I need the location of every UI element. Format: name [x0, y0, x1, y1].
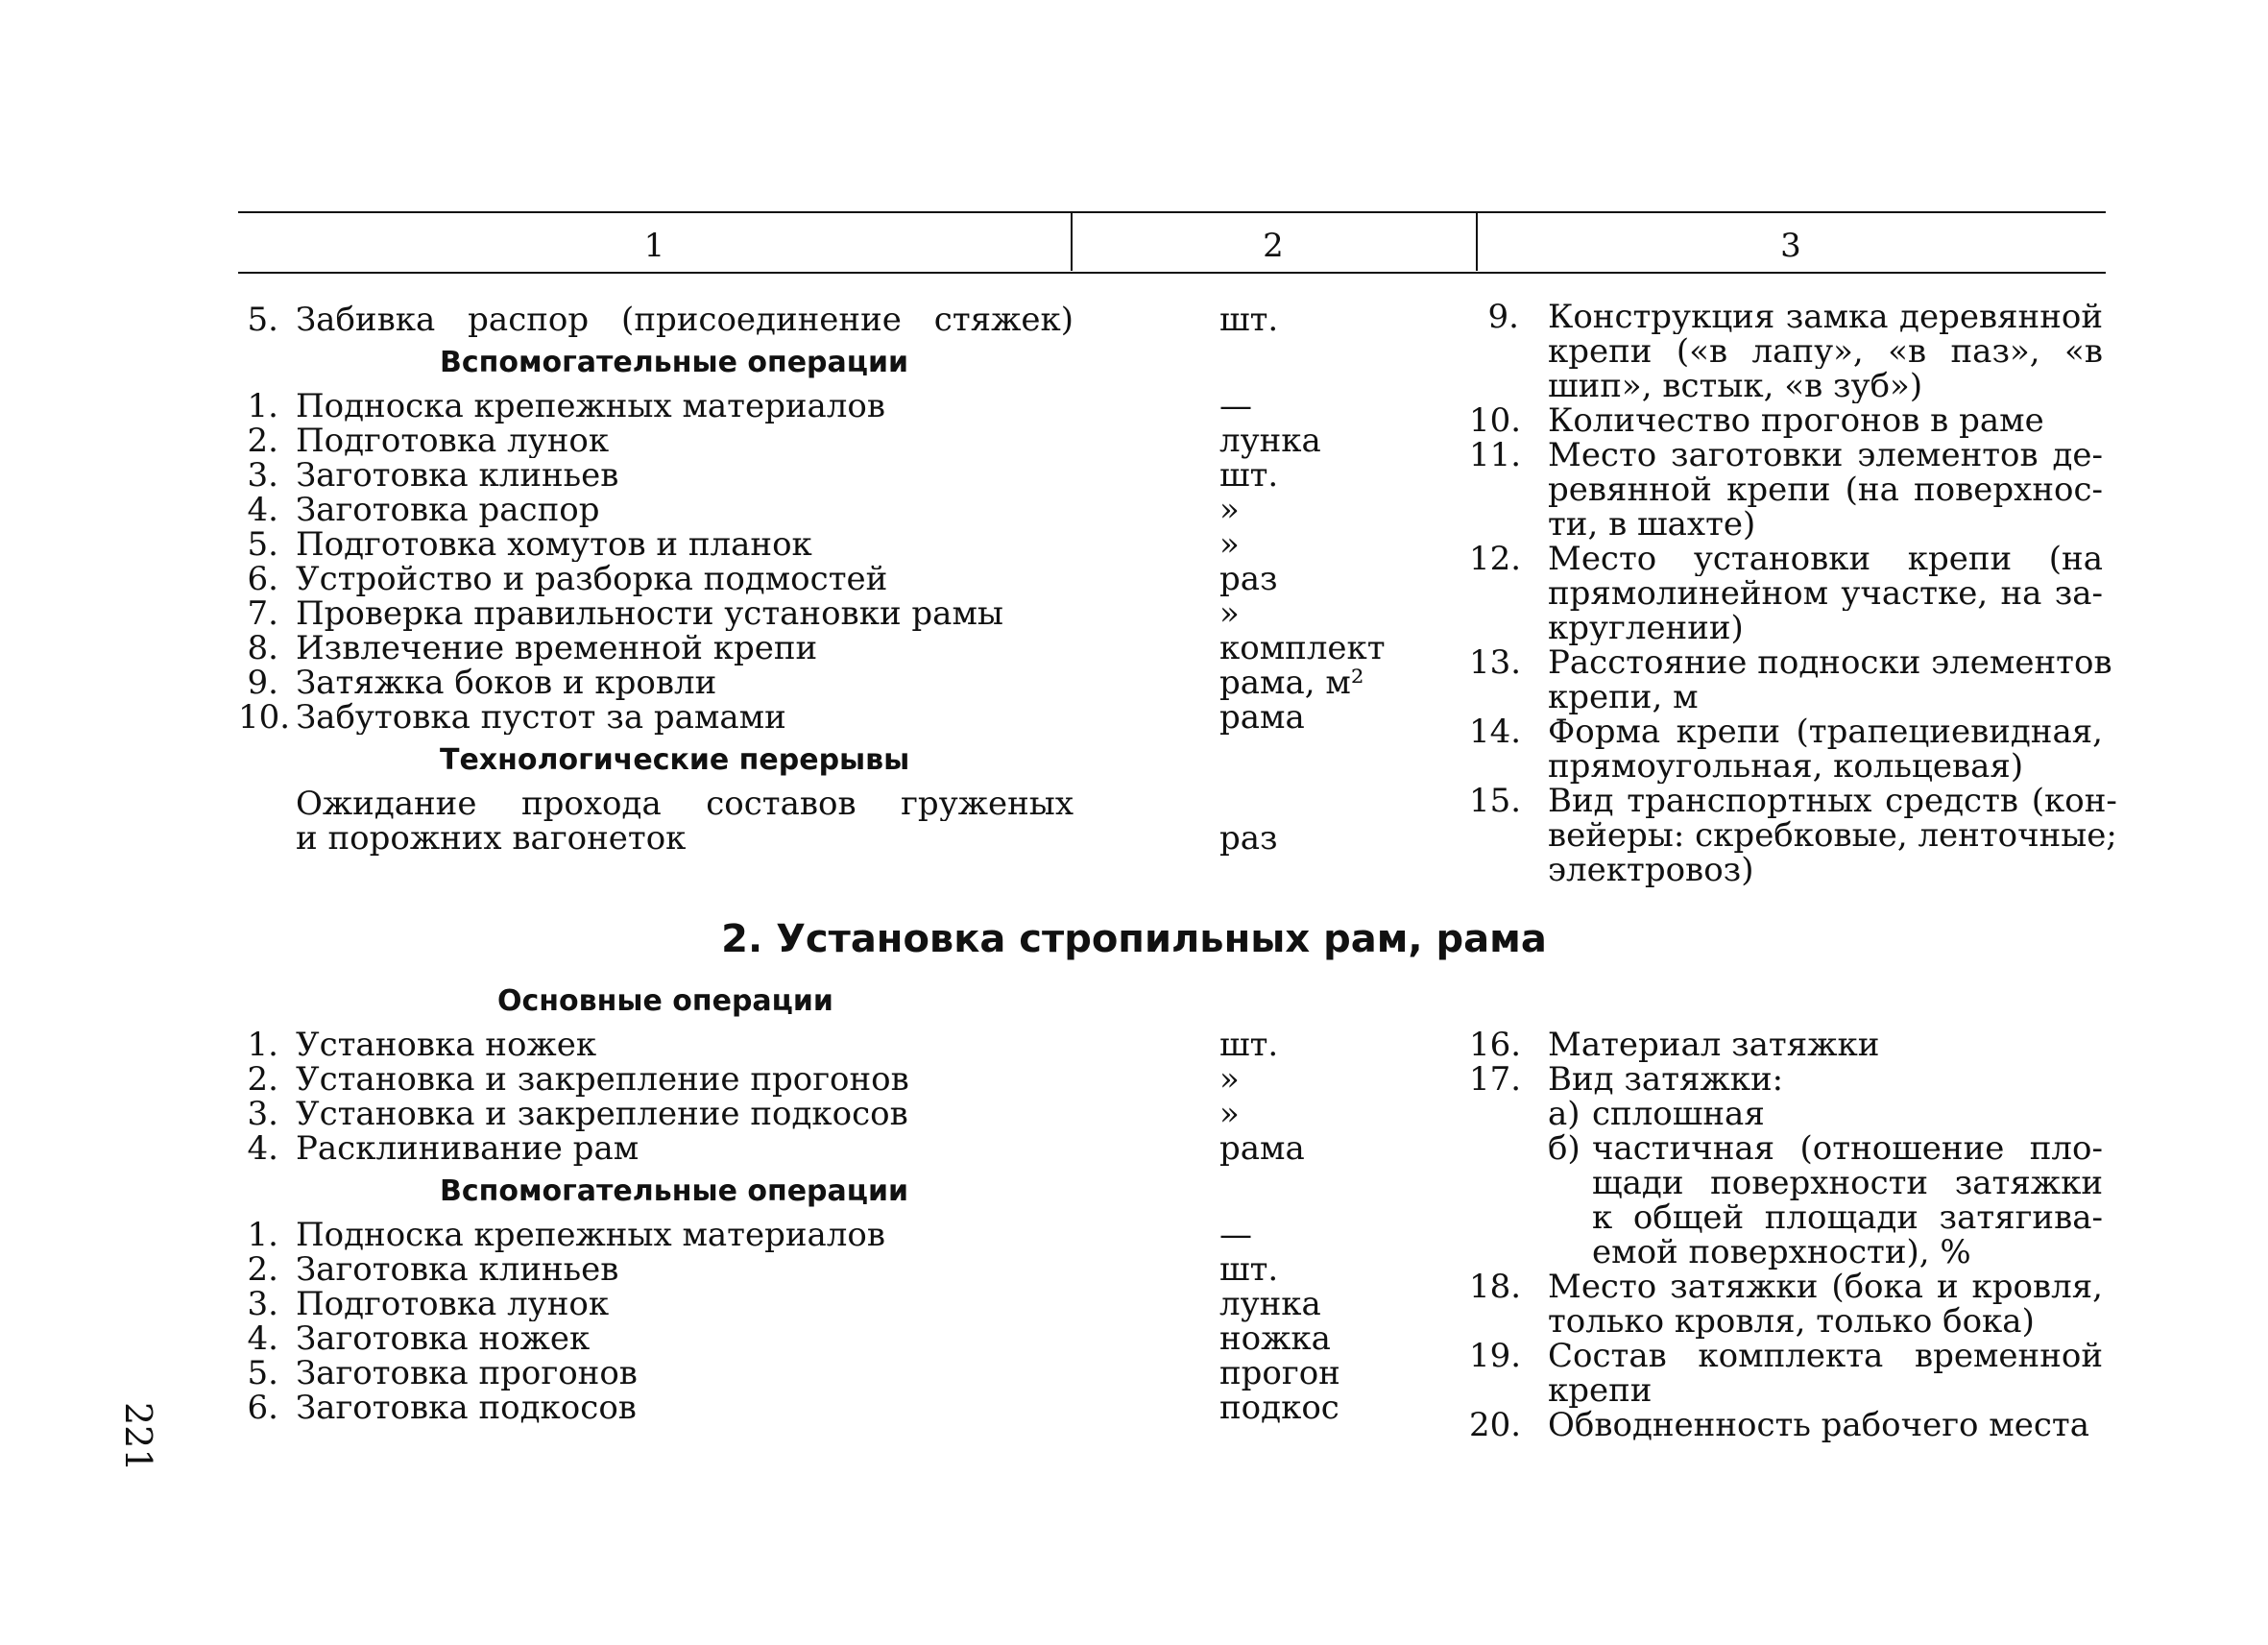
list-item: 10. Забутовка пустот за рамами: [238, 698, 786, 737]
unit-cell: шт.: [1219, 456, 1279, 495]
unit-cell: лунка: [1219, 1285, 1321, 1323]
list-item: 8. Извлечение временной крепи: [247, 629, 818, 667]
factor-item: 10. Количество прогонов в раме: [1469, 401, 2044, 440]
unit-cell: ножка: [1219, 1319, 1331, 1358]
unit-cell: »: [1219, 491, 1240, 529]
section2-factors: [1469, 1028, 2103, 1442]
unit-cell: раз: [1219, 819, 1278, 858]
factor-item: 15. Вид транспортных средств (кон- вейеры: скребковые, ленточные; электровоз): [1469, 782, 2117, 887]
factor-item: 11. Место заготовки элементов де- ревянной крепи (на поверхнос- ти, в шахте): [1469, 436, 2103, 542]
list-item: Ожидание прохода составов груженых: [296, 786, 1074, 821]
list-item: 1. Подноска крепежных материалов: [247, 387, 886, 425]
table-header-rule: [238, 272, 2106, 274]
list-item: 9. Затяжка боков и кровли: [247, 664, 717, 702]
list-item: 4. Расклинивание рам: [247, 1129, 639, 1168]
list-item: 2. Подготовка лунок: [247, 422, 610, 460]
unit-cell: рама: [1219, 1129, 1305, 1168]
list-item: 1. Подноска крепежных материалов: [247, 1216, 886, 1254]
unit-cell: »: [1219, 1095, 1240, 1133]
tech-heading: Технологические перерывы: [440, 743, 910, 777]
aux-heading: Вспомогательные операции: [440, 1174, 909, 1208]
list-item: 5. Подготовка хомутов и планок: [247, 525, 812, 564]
list-item: 3. Подготовка лунок: [247, 1285, 610, 1323]
sub-item: б) частичная (отношение пло- щади поверхности затяжки к общей площади затягива- емой поверхности), %: [1548, 1129, 2103, 1270]
unit-cell: шт.: [1219, 301, 1279, 339]
unit-cell: шт.: [1219, 1026, 1279, 1064]
section2-operations: [238, 976, 1074, 1425]
list-item: 6. Заготовка подкосов: [247, 1389, 637, 1427]
list-item: 7. Проверка правильности установки рамы: [247, 594, 1003, 633]
list-item: 4. Заготовка ножек: [247, 1319, 591, 1358]
unit-cell: »: [1219, 1060, 1240, 1099]
unit-cell: »: [1219, 594, 1240, 633]
list-item: 2. Заготовка клиньев: [247, 1250, 619, 1289]
factor-item: 16. Материал затяжки: [1469, 1026, 1880, 1064]
main-heading: Основные операции: [497, 984, 833, 1018]
unit-cell: прогон: [1219, 1354, 1340, 1392]
unit-cell: »: [1219, 525, 1240, 564]
list-item: 2. Установка и закрепление прогонов: [247, 1060, 909, 1099]
list-item: 5. Забивка распор (присоединение стяжек): [247, 301, 1074, 339]
unit-cell: подкос: [1219, 1389, 1339, 1427]
unit-cell: раз: [1219, 560, 1278, 598]
block1-operations: [238, 302, 1074, 856]
factor-item: 9. Конструкция замка деревянной крепи («в лапу», «в паз», «в шип», встык, «в зуб»): [1487, 298, 2103, 403]
factor-item: 19. Состав комплекта временной крепи: [1469, 1337, 2103, 1408]
unit-cell: —: [1219, 1216, 1252, 1254]
page-number: 221: [117, 1402, 159, 1472]
block1-factors: [1469, 298, 2117, 887]
factor-item: 14. Форма крепи (трапециевидная, прямоугольная, кольцевая): [1469, 713, 2103, 784]
table-top-rule: [238, 211, 2106, 213]
header-col-1: 1: [643, 227, 665, 265]
factor-item: 18. Место затяжки (бока и кровля, только кровля, только бока): [1469, 1268, 2103, 1339]
list-item: 3. Установка и закрепление подкосов: [247, 1095, 908, 1133]
unit-cell: рама: [1219, 698, 1305, 737]
list-item: 6. Устройство и разборка подмостей: [247, 560, 888, 598]
block1-units: [1219, 302, 1469, 856]
aux-heading: Вспомогательные операции: [440, 346, 909, 379]
section2-units: [1219, 976, 1469, 1425]
factor-item: 17. Вид затяжки: а) сплошная б) частичная (отношение пло- щади поверхности затяжки к общей площади затягива- емой поверхности), %: [1469, 1060, 2103, 1270]
list-item: 5. Заготовка прогонов: [247, 1354, 638, 1392]
unit-cell: шт.: [1219, 1250, 1279, 1289]
sub-item: а) сплошная: [1548, 1095, 1765, 1133]
unit-cell: комплект: [1219, 629, 1386, 667]
unit-cell: —: [1219, 387, 1252, 425]
factor-item: 13. Расстояние подноски элементов крепи, м: [1469, 643, 2112, 714]
list-item: и порожних вагонеток: [296, 821, 687, 856]
factor-item: 20. Обводненность рабочего места: [1469, 1406, 2089, 1444]
unit-cell: лунка: [1219, 422, 1321, 460]
factor-item: 12. Место установки крепи (на прямолинейном участке, на за- круглении): [1469, 540, 2103, 645]
list-item: 1. Установка ножек: [247, 1026, 597, 1064]
unit-cell: рама, м²: [1219, 664, 1364, 702]
list-item: 4. Заготовка распор: [247, 491, 600, 529]
section-title: 2. Установка стропильных рам, рама: [721, 917, 1547, 961]
header-col-3: 3: [1780, 227, 1801, 265]
list-item: 3. Заготовка клиньев: [247, 456, 619, 495]
header-col-2: 2: [1263, 227, 1284, 265]
